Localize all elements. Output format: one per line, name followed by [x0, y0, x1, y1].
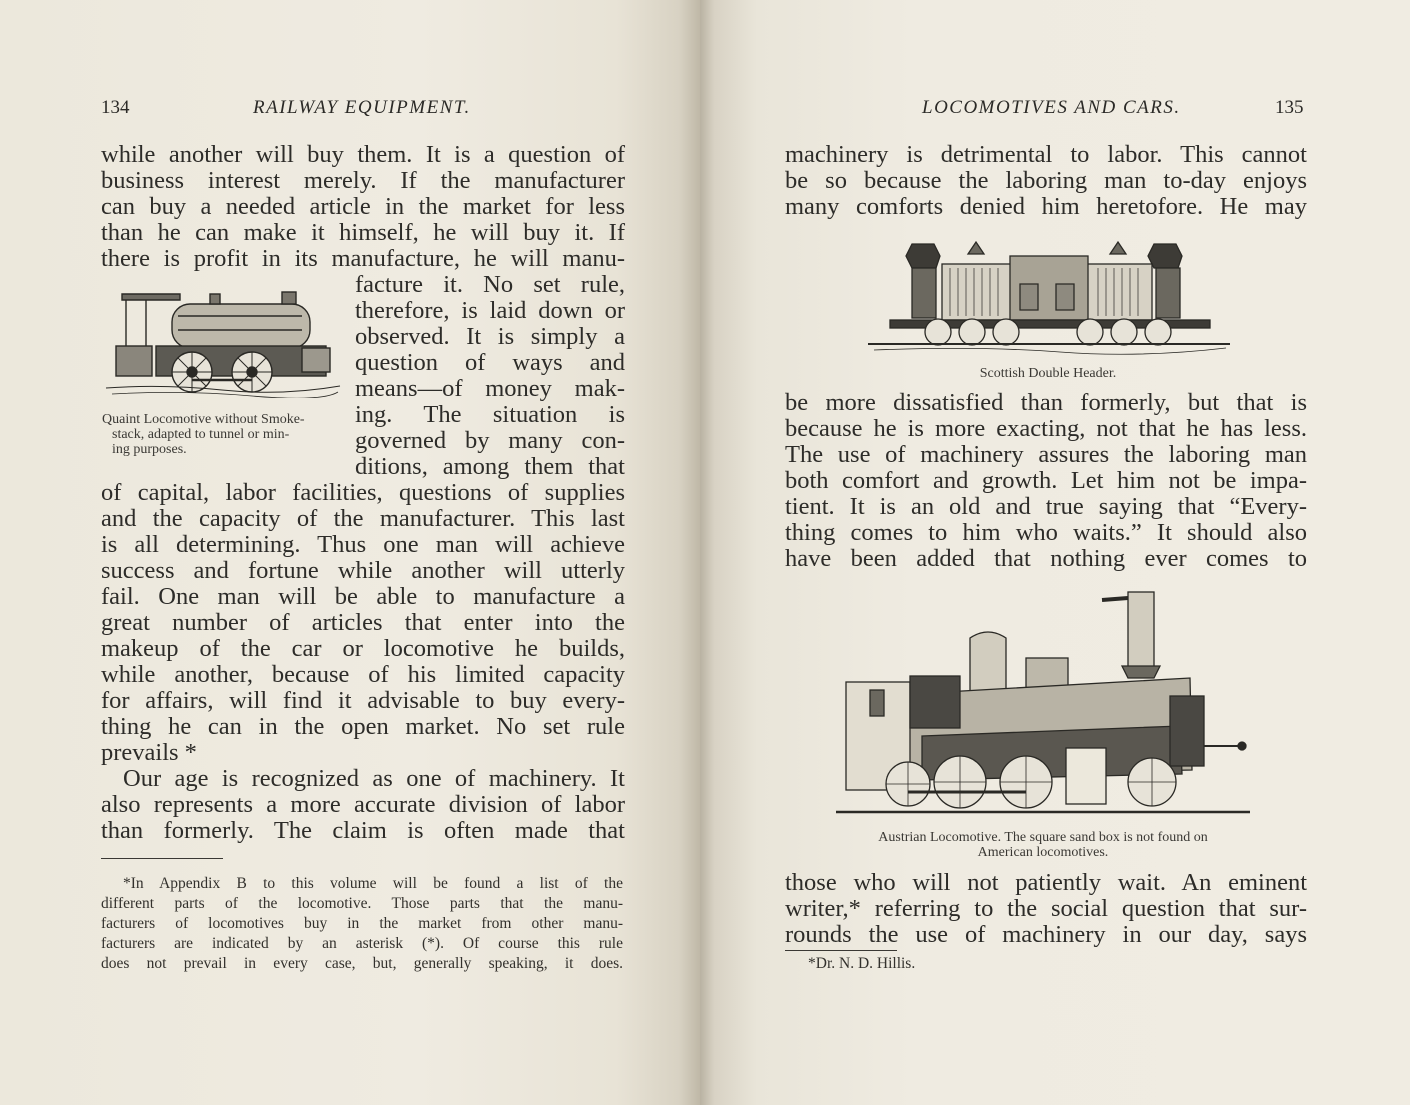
text-line: business interest merely. If the manufacturer: [101, 167, 625, 194]
text-line: of capital, labor facilities, questions of supplies: [101, 479, 625, 506]
text-line: tient. It is an old and true saying that “Every-: [785, 493, 1307, 520]
double-header-locomotive-icon: [860, 238, 1236, 356]
left-page: [0, 0, 700, 1105]
text-line: facture it. No set rule,: [355, 271, 625, 298]
text-line: and the capacity of the manufacturer. This last: [101, 505, 625, 532]
right-body-middle: [785, 390, 1307, 572]
footnote-left: *In Appendix B to this volume will be found a list of the different parts of the locomotive. Those parts that the manu- facturers of locomotives buy in the market from other manu- facturers are indicated by an asterisk (*). Of course this rule does not prevail in every case, but, generally speaking, it does.: [101, 875, 623, 972]
text-line: success and fortune while another will utterly: [101, 557, 625, 584]
page-number-right: 135: [1275, 97, 1304, 118]
figure-austrian-locomotive: [830, 586, 1256, 860]
footnote-rule: [101, 858, 223, 859]
text-line: many comforts denied him heretofore. He may: [785, 193, 1307, 220]
text-line: while another, because of his limited capacity: [101, 661, 625, 688]
right-page: [700, 0, 1410, 1105]
text-line: means—of money mak-: [355, 375, 625, 402]
text-line: be more dissatisfied than formerly, but that is: [785, 389, 1307, 416]
text-line: both comfort and growth. Let him not be impa-: [785, 467, 1307, 494]
text-line: Our age is recognized as one of machinery. It: [123, 765, 625, 792]
text-line: there is profit in its manufacture, he will manu-: [101, 245, 625, 272]
text-line: observed. It is simply a: [355, 323, 625, 350]
running-head-left: RAILWAY EQUIPMENT.: [253, 97, 471, 118]
text-line: ditions, among them that: [355, 453, 625, 480]
text-line: those who will not patiently wait. An eminent: [785, 869, 1307, 896]
text-line: is all determining. Thus one man will achieve: [101, 531, 625, 558]
left-body-wrap: [355, 272, 625, 480]
left-body-top: [101, 142, 625, 272]
text-line: The use of machinery assures the laboring man: [785, 441, 1307, 468]
text-line: prevails *: [101, 739, 197, 766]
text-line: therefore, is laid down or: [355, 297, 625, 324]
left-body-bottom: [101, 480, 625, 844]
text-line: because he is more exacting, not that he has less.: [785, 415, 1307, 442]
text-line: fail. One man will be able to manufacture a: [101, 583, 625, 610]
text-line: machinery is detrimental to labor. This cannot: [785, 141, 1307, 168]
text-line: than formerly. The claim is often made that: [101, 817, 625, 844]
right-body-top: [785, 142, 1307, 220]
text-line: rounds the use of machinery in our day, says: [785, 921, 1307, 948]
figure-quaint-locomotive: [102, 286, 342, 457]
text-line: governed by many con-: [355, 427, 625, 454]
text-line: can buy a needed article in the market for less: [101, 193, 625, 220]
text-line: ing. The situation is: [355, 401, 625, 428]
figure-caption: Austrian Locomotive. The square sand box is not found on American locomotives.: [878, 830, 1208, 860]
text-line: writer,* referring to the social question that sur-: [785, 895, 1307, 922]
text-line: have been added that nothing ever comes to: [785, 545, 1307, 572]
text-line: while another will buy them. It is a question of: [101, 141, 625, 168]
text-line: also represents a more accurate division of labor: [101, 791, 625, 818]
footnote-right: *Dr. N. D. Hillis.: [808, 955, 916, 972]
text-line: great number of articles that enter into the: [101, 609, 625, 636]
text-line: than he can make it himself, he will buy it. If: [101, 219, 625, 246]
austrian-locomotive-icon: [830, 586, 1256, 814]
text-line: makeup of the car or locomotive he builds,: [101, 635, 625, 662]
page-number-left: 134: [101, 97, 130, 118]
running-head-right: LOCOMOTIVES AND CARS.: [922, 97, 1181, 118]
right-body-bottom: [785, 870, 1307, 948]
text-line: be so because the laboring man to-day enjoys: [785, 167, 1307, 194]
locomotive-illustration-icon: [102, 286, 342, 398]
text-line: for affairs, will find it advisable to buy every-: [101, 687, 625, 714]
text-line: thing he can in the open market. No set rule: [101, 713, 625, 740]
figure-caption: Quaint Locomotive without Smoke- stack, adapted to tunnel or min- ing purposes.: [102, 412, 305, 457]
figure-caption: Scottish Double Header.: [979, 366, 1117, 381]
footnote-rule: [785, 950, 897, 951]
figure-scottish-double-header: [860, 238, 1236, 381]
text-line: question of ways and: [355, 349, 625, 376]
text-line: thing comes to him who waits.” It should also: [785, 519, 1307, 546]
